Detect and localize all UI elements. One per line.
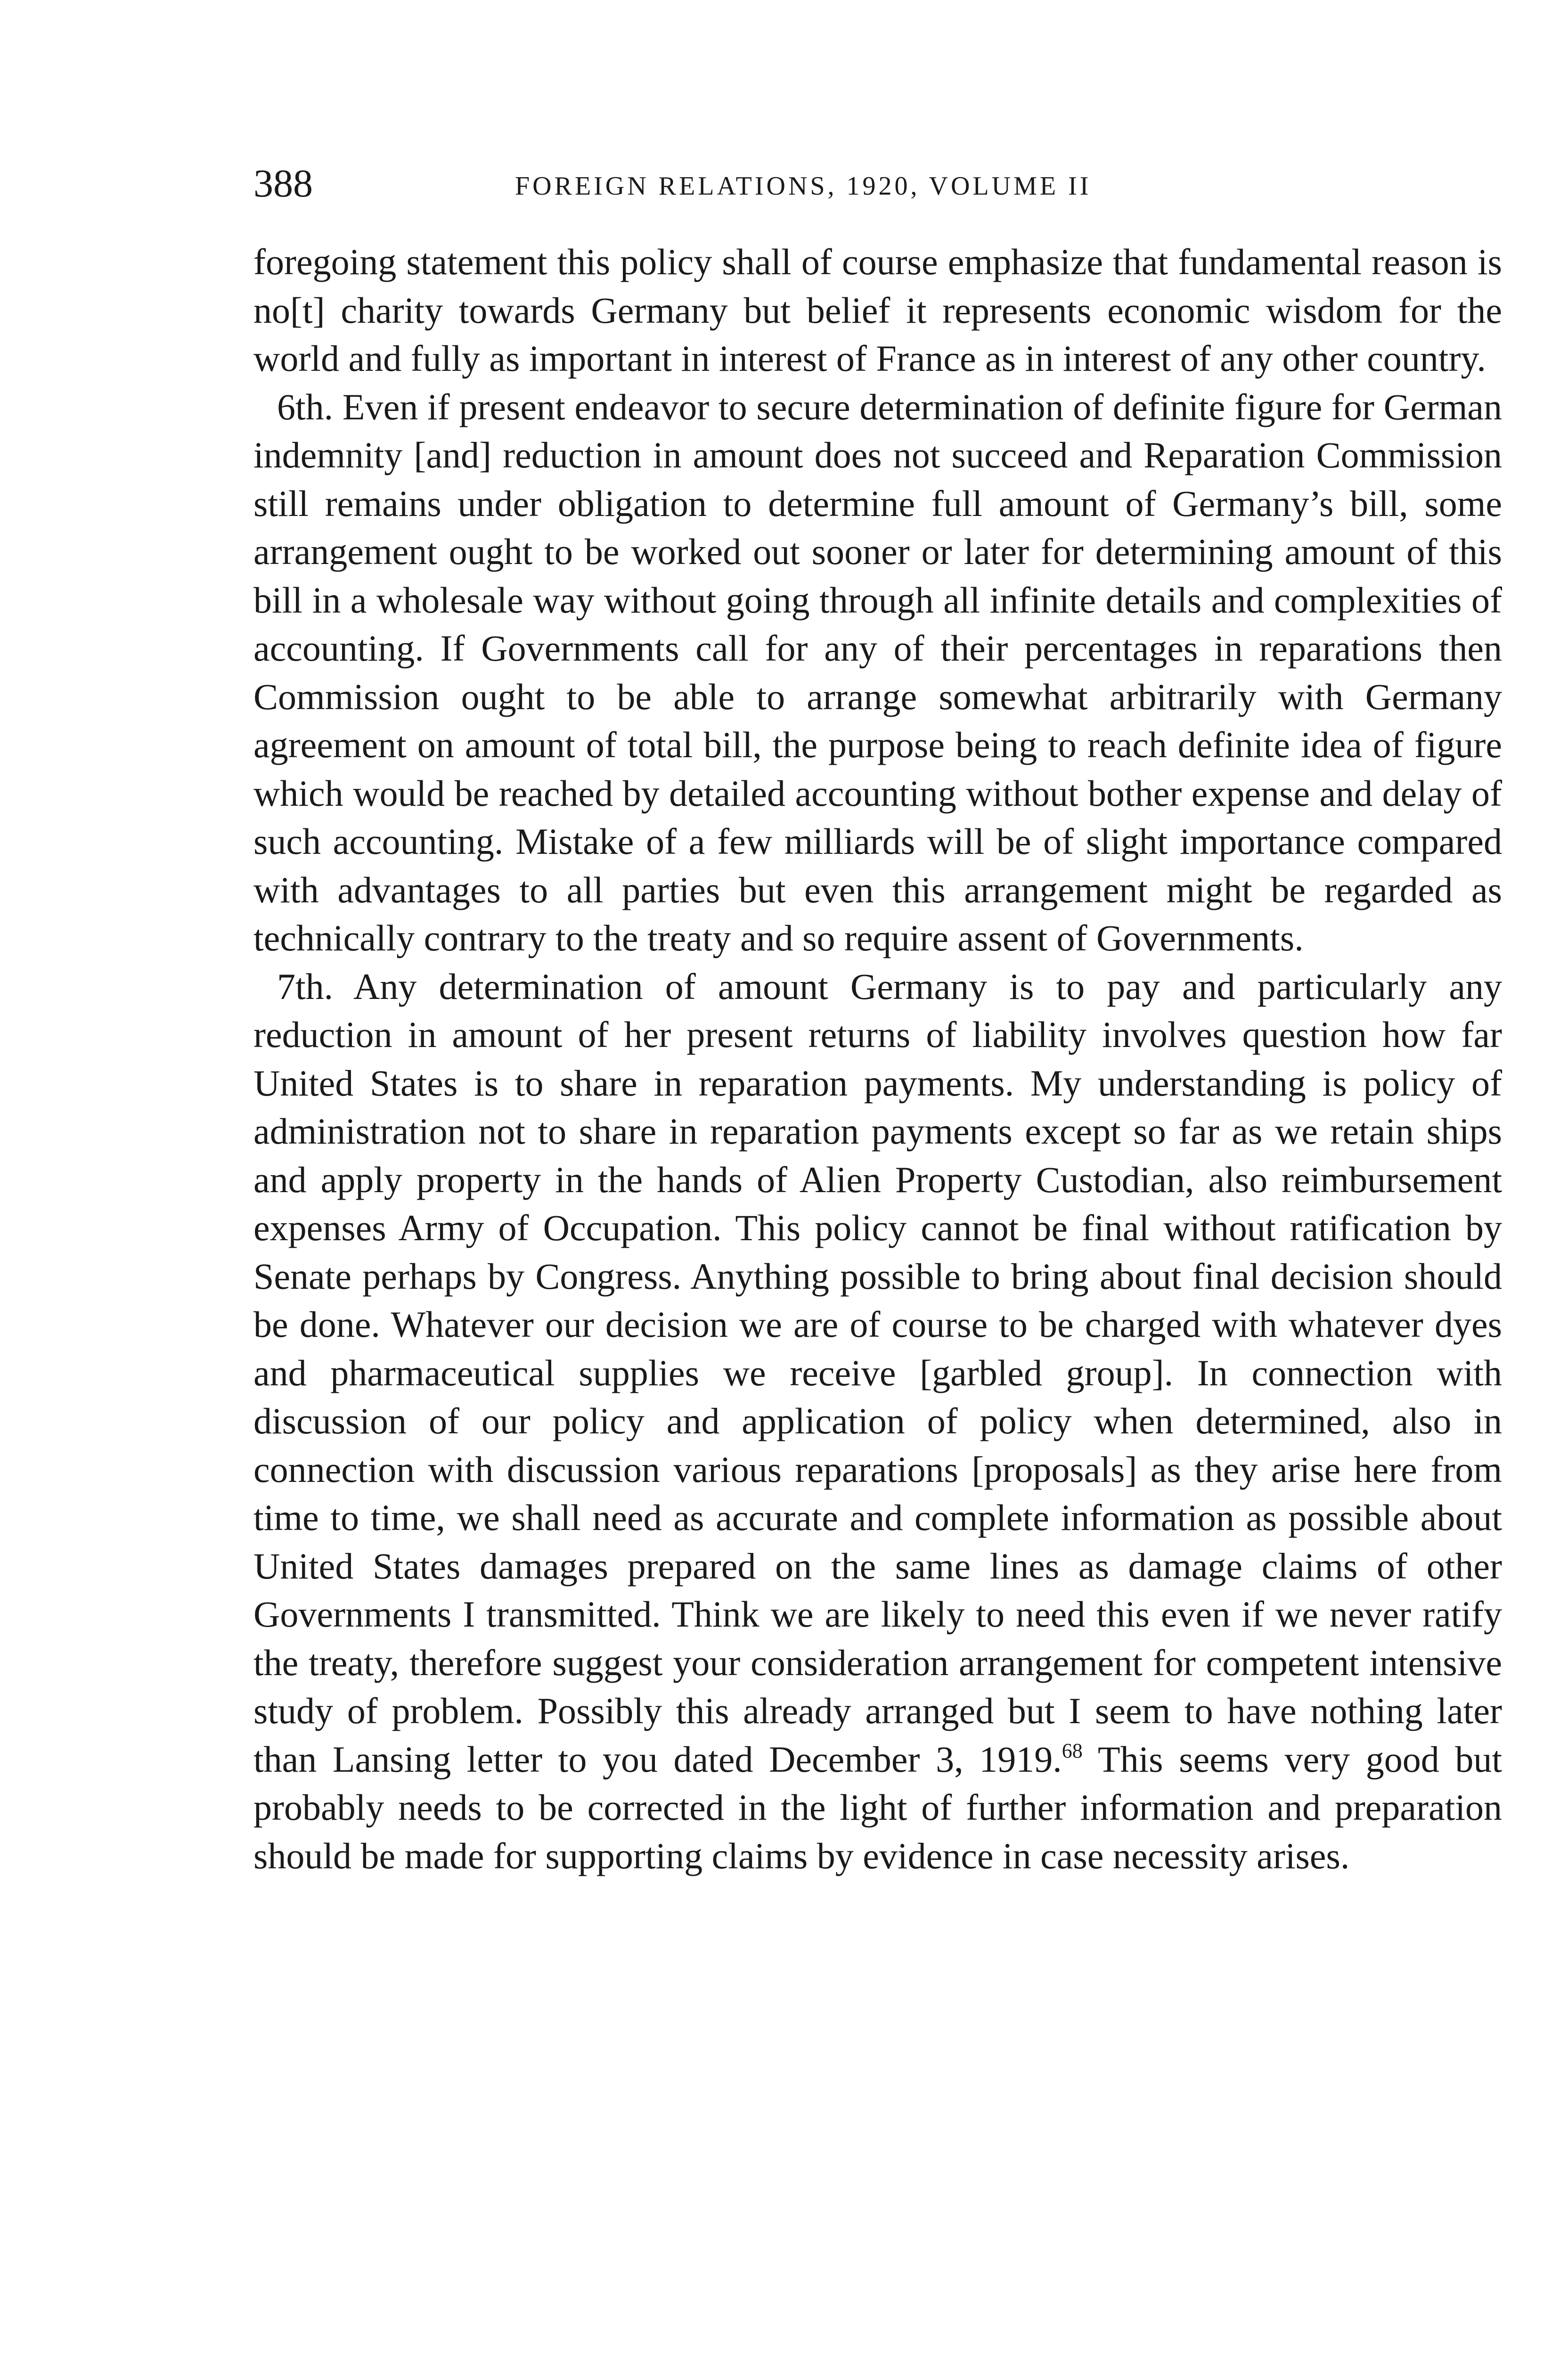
footnote-reference[interactable]: 68: [1062, 1739, 1083, 1762]
paragraph-seventh-text-b: This seems very good but probably needs to be corrected in the light of further information and preparation should be made for supporting claims by evidence in case necessity arises.: [253, 1738, 1502, 1876]
paragraph-seventh-point: [253, 963, 1502, 1881]
paragraph-seventh-text-a: 7th. Any determination of amount Germany is to pay and particularly any reduction in amount of her present returns of liability involves question how far United States is to share in reparation payments. My understanding is policy of administration not to share in reparation payments except so far as we retain ships and apply property in the hands of Alien Property Custodian, also reimbursement expenses Army of Occupation. This policy cannot be final without ratification by Senate perhaps by Congress. Anything possible to bring about final decision should be done. Whatever our decision we are of course to be charged with whatever dyes and pharmaceutical supplies we receive [garbled group]. In connection with discussion of our policy and application of policy when determined, also in connection with discussion various reparations [proposals] as they arise here from time to time, we shall need as accurate and complete information as possible about United States damages prepared on the same lines as damage claims of other Governments I transmitted. Think we are likely to need this even if we never ratify the treaty, therefore suggest your consideration arrangement for competent intensive study of problem. Possibly this already arranged but I seem to have nothing later than Lansing letter to you dated December 3, 1919.: [253, 965, 1502, 1780]
paragraph-sixth-point: 6th. Even if present endeavor to secure determination of definite figure for German indemnity [and] reduction in amount does not succeed and Reparation Commission still remains under obligation to determine full amount of Germany’s bill, some arrangement ought to be worked out sooner or later for determining amount of this bill in a wholesale way without going through all infinite details and complexities of accounting. If Governments call for any of their percentages in reparations then Commission ought to be able to arrange somewhat arbitrarily with Germany agreement on amount of total bill, the purpose being to reach definite idea of figure which would be reached by detailed accounting without bother expense and delay of such accounting. Mistake of a few milliards will be of slight importance compared with advantages to all parties but even this arrangement might be regarded as technically contrary to the treaty and so require assent of Governments.: [253, 386, 1502, 958]
paragraph-continuation: foregoing statement this policy shall of course emphasize that fundamental reason is no[t] charity towards Germany but belief it represents economic wisdom for the world and fully as important in interest of France as in interest of any other country.: [253, 241, 1502, 379]
page-number: 388: [253, 162, 313, 205]
page-header: [253, 155, 1502, 212]
running-head: FOREIGN RELATIONS, 1920, VOLUME II: [515, 172, 1092, 201]
body-text: [253, 238, 1502, 1880]
